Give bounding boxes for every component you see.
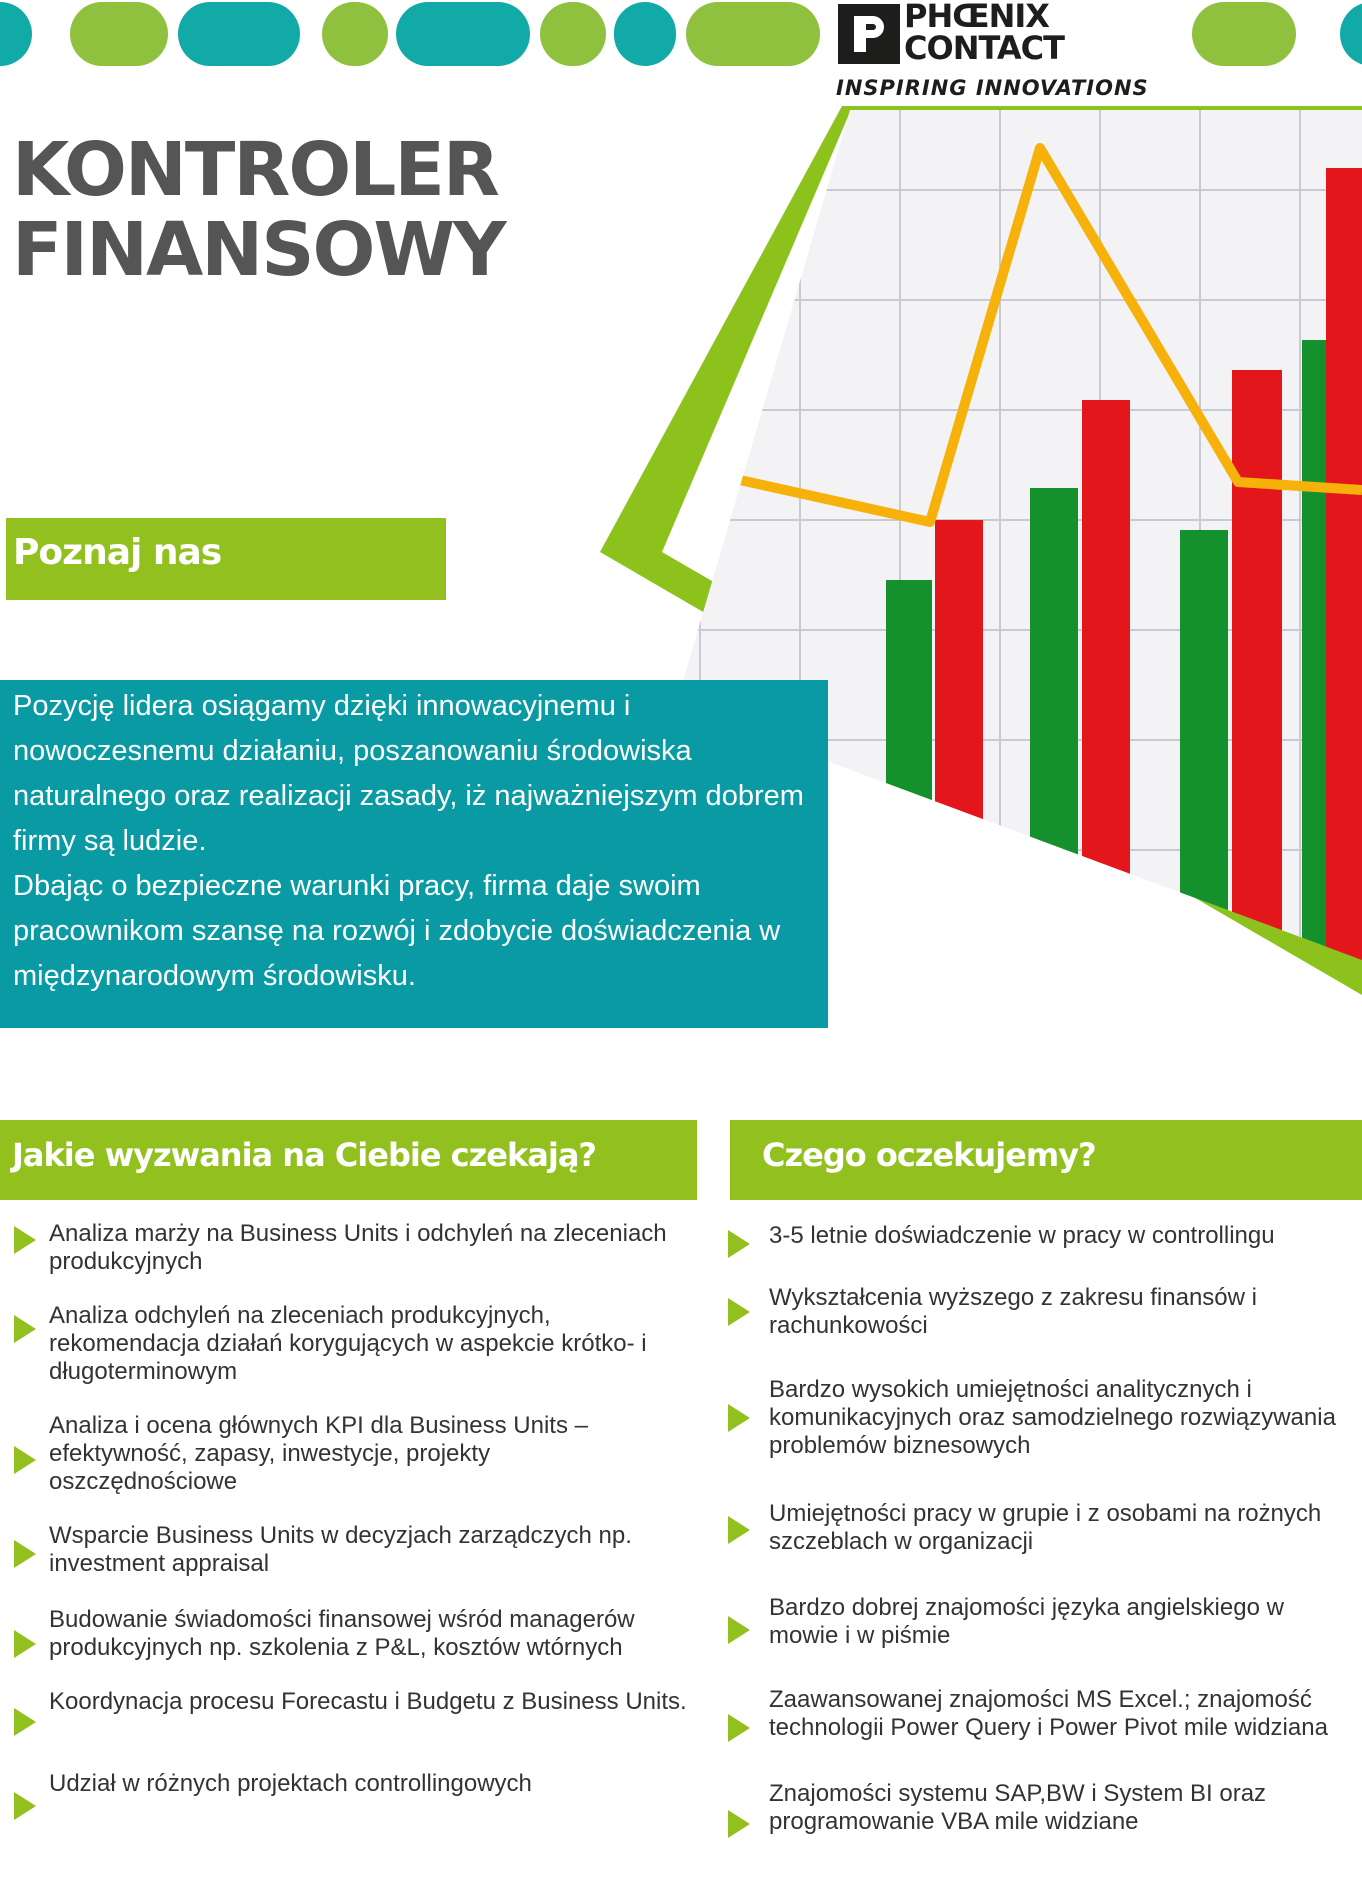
list-item xyxy=(728,1222,1358,1250)
list-item xyxy=(14,1606,694,1662)
bullet-arrow-icon xyxy=(14,1792,36,1820)
about-paragraph-2: Dbając o bezpieczne warunki pracy, firma daje swoim pracownikom szansę na rozwój i zdobycie doświadczenia w międzynarodowym środowisku. xyxy=(13,870,781,992)
bullet-arrow-icon xyxy=(14,1226,36,1254)
logo-line2: CONTACT xyxy=(904,29,1064,67)
challenges-heading-bar xyxy=(0,1120,697,1200)
list-item-text: Budowanie świadomości finansowej wśród managerów produkcyjnych np. szkolenia z P&L, kosztów wtórnych xyxy=(49,1606,635,1661)
list-item xyxy=(14,1302,694,1386)
list-item-text: Analiza odchyleń na zleceniach produkcyjnych, rekomendacja działań korygujących w aspekcie krótko- i długoterminowym xyxy=(49,1302,647,1385)
list-item-text: Udział w różnych projektach controllingowych xyxy=(49,1770,532,1797)
list-item-text: Koordynacja procesu Forecastu i Budgetu z Business Units. xyxy=(49,1688,687,1715)
requirements-heading-bar xyxy=(730,1120,1362,1200)
list-item-text: 3-5 letnie doświadczenie w pracy w controllingu xyxy=(769,1222,1275,1249)
bullet-arrow-icon xyxy=(14,1446,36,1474)
bullet-arrow-icon xyxy=(14,1708,36,1736)
about-heading-bar xyxy=(6,518,446,600)
bullet-arrow-icon xyxy=(728,1810,750,1838)
challenges-heading: Jakie wyzwania na Ciebie czekają? xyxy=(12,1136,596,1174)
page-title xyxy=(12,127,505,293)
list-item xyxy=(728,1376,1358,1460)
list-item-text: Analiza i ocena głównych KPI dla Business Units – efektywność, zapasy, inwestycje, projekty oszczędnościowe xyxy=(49,1412,588,1495)
requirements-heading: Czego oczekujemy? xyxy=(762,1136,1096,1174)
list-item xyxy=(14,1522,694,1578)
list-item-text: Bardzo dobrej znajomości języka angielskiego w mowie i w piśmie xyxy=(769,1594,1284,1649)
title-line1: KONTROLER xyxy=(12,127,498,213)
bullet-arrow-icon xyxy=(14,1540,36,1568)
logo-line1: PHŒNIX xyxy=(904,0,1049,35)
bullet-arrow-icon xyxy=(728,1230,750,1258)
about-paragraph-1: Pozycję lidera osiągamy dzięki innowacyjnemu i nowoczesnemu działaniu, poszanowaniu środowiska naturalnego oraz realizacji zasady, iż najważniejszym dobrem firmy są ludzie. xyxy=(13,690,804,857)
list-item-text: Zaawansowanej znajomości MS Excel.; znajomość technologii Power Query i Power Pivot mile widziana xyxy=(769,1686,1328,1741)
about-box xyxy=(0,680,828,1028)
list-item-text: Analiza marży na Business Units i odchyleń na zleceniach produkcyjnych xyxy=(49,1220,667,1275)
title-line2: FINANSOWY xyxy=(12,207,505,293)
list-item xyxy=(14,1688,694,1716)
about-text xyxy=(13,684,813,999)
bullet-arrow-icon xyxy=(728,1516,750,1544)
list-item xyxy=(728,1686,1358,1742)
list-item-text: Wsparcie Business Units w decyzjach zarządczych np. investment appraisal xyxy=(49,1522,632,1577)
list-item xyxy=(728,1500,1358,1556)
list-item xyxy=(14,1220,694,1276)
bullet-arrow-icon xyxy=(728,1616,750,1644)
list-item-text: Wykształcenia wyższego z zakresu finansów i rachunkowości xyxy=(769,1284,1257,1339)
list-item-text: Umiejętności pracy w grupie i z osobami na rożnych szczeblach w organizacji xyxy=(769,1500,1322,1555)
bullet-arrow-icon xyxy=(14,1630,36,1658)
list-item xyxy=(728,1594,1358,1650)
bullet-arrow-icon xyxy=(728,1404,750,1432)
about-heading: Poznaj nas xyxy=(13,532,222,573)
logo-tagline: INSPIRING INNOVATIONS xyxy=(836,76,1149,100)
list-item xyxy=(14,1412,694,1496)
list-item xyxy=(728,1780,1358,1836)
list-item xyxy=(14,1770,694,1798)
list-item xyxy=(728,1284,1358,1340)
bullet-arrow-icon xyxy=(728,1714,750,1742)
list-item-text: Bardzo wysokich umiejętności analitycznych i komunikacyjnych oraz samodzielnego rozwiązywania problemów biznesowych xyxy=(769,1376,1336,1459)
bullet-arrow-icon xyxy=(14,1315,36,1343)
list-item-text: Znajomości systemu SAP,BW i System BI oraz programowanie VBA mile widziane xyxy=(769,1780,1267,1835)
bullet-arrow-icon xyxy=(728,1298,750,1326)
